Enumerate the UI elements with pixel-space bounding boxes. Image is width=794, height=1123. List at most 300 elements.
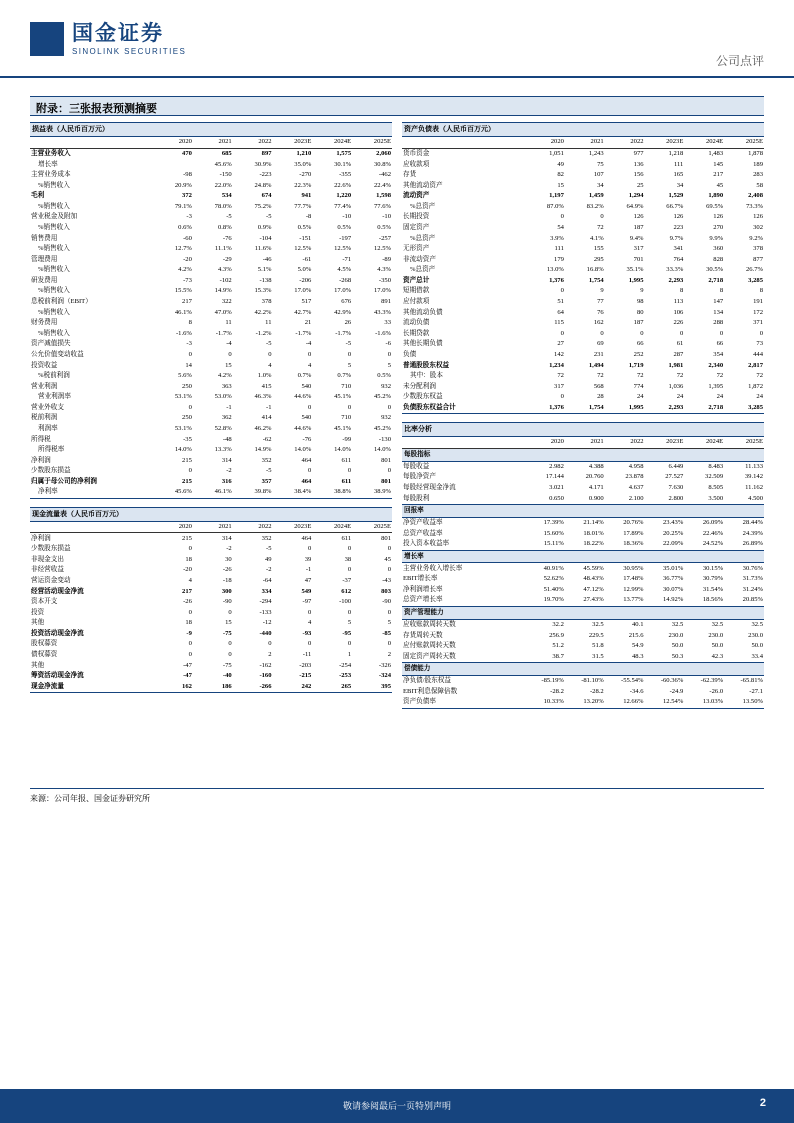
row-value: -60.36% xyxy=(660,677,684,685)
row-value: 0 xyxy=(347,403,352,411)
row-value: 191 xyxy=(753,298,763,306)
column-header-year: 2021 xyxy=(565,136,605,148)
row-value: 1,494 xyxy=(588,361,604,369)
row-value: 17.144 xyxy=(545,473,564,481)
row-value: 54.9 xyxy=(631,642,644,650)
row-value: 12.66% xyxy=(605,697,645,708)
row-value: -10 xyxy=(382,213,391,221)
row-value: -1.6% xyxy=(375,329,391,337)
row-value: 0 xyxy=(387,640,391,648)
row-value: 189 xyxy=(753,160,763,168)
page-title: 附录：三张报表预测摘要 xyxy=(36,103,157,115)
row-value: 932 xyxy=(381,382,391,390)
row-value: 256.9 xyxy=(549,631,564,639)
row-value: 0 xyxy=(347,608,352,616)
table-row xyxy=(402,528,764,539)
row-value: 33.4 xyxy=(751,652,763,660)
row-value: 7.630 xyxy=(668,484,684,492)
row-value: 1,529 xyxy=(668,192,684,200)
row-value: 53.1% xyxy=(174,393,192,401)
header-doc-type: 公司点评 xyxy=(715,54,764,68)
row-value: 2,718 xyxy=(684,402,724,413)
row-value: 223 xyxy=(673,224,684,231)
row-value: -43 xyxy=(382,576,391,584)
row-value: 58 xyxy=(756,181,763,189)
row-value: 1,719 xyxy=(628,361,644,369)
ratio-group-header xyxy=(402,448,764,461)
row-value: 252 xyxy=(633,350,644,358)
row-value: 0 xyxy=(387,467,391,475)
column-header-year: 2021 xyxy=(193,521,233,533)
row-label: 所得税 xyxy=(31,435,51,443)
row-value: 22.09% xyxy=(663,540,684,548)
row-value: 77.4% xyxy=(334,202,352,210)
logo-text-en: SINOLINK SECURITIES xyxy=(72,46,187,56)
row-value: -75 xyxy=(222,629,232,637)
row-value: 9.2% xyxy=(749,234,763,242)
row-label: %销售收入 xyxy=(38,245,70,253)
row-value: -62.39% xyxy=(700,677,724,685)
row-value: 87.0% xyxy=(546,202,564,210)
row-label: 经营活动现金净流 xyxy=(31,587,84,595)
row-value: -257 xyxy=(378,234,391,242)
row-value: 26.7% xyxy=(745,266,763,274)
table-row xyxy=(30,276,392,287)
table-row xyxy=(30,402,392,413)
row-value: 242 xyxy=(273,681,313,692)
row-value: 12.99% xyxy=(623,585,644,593)
row-value: 31.73% xyxy=(742,575,763,583)
row-value: 73.3% xyxy=(745,202,763,210)
row-value: 31.5 xyxy=(592,652,604,660)
table-row xyxy=(402,297,764,308)
row-value: 371 xyxy=(753,319,763,327)
row-label: 资产总计 xyxy=(403,276,430,284)
row-value: 75 xyxy=(597,160,604,168)
row-value: -28.2 xyxy=(589,687,604,695)
row-value: 73 xyxy=(756,340,763,348)
row-value: 1,995 xyxy=(605,402,645,413)
row-value: -29 xyxy=(222,255,232,263)
row-value: 2.100 xyxy=(628,494,644,502)
row-value: 51.8 xyxy=(592,642,604,650)
row-value: 0 xyxy=(387,350,391,358)
row-value: 250 xyxy=(182,414,192,422)
row-label: 股权募资 xyxy=(31,640,58,648)
row-value: 66 xyxy=(716,340,724,348)
row-value: -1 xyxy=(305,566,312,574)
row-value: -268 xyxy=(339,276,352,284)
page-number: 2 xyxy=(759,1097,766,1109)
row-value: 24.52% xyxy=(702,540,724,548)
row-label: 增长率 xyxy=(38,160,58,168)
row-value: 72 xyxy=(636,372,644,380)
row-value: -95 xyxy=(342,629,352,637)
row-value: -37 xyxy=(342,576,352,584)
row-value: 136 xyxy=(633,160,644,168)
table-row xyxy=(30,660,392,671)
row-value: 48.3 xyxy=(631,652,644,660)
row-value: 0 xyxy=(308,640,312,648)
row-value: 25 xyxy=(636,181,644,189)
row-value: 46.1% xyxy=(193,487,233,498)
row-value: 66 xyxy=(636,340,644,348)
row-value: 21.14% xyxy=(583,519,604,527)
table-row xyxy=(30,434,392,445)
row-value: 1,376 xyxy=(549,276,564,284)
row-value: 35.01% xyxy=(663,564,684,572)
row-value: 42.3 xyxy=(711,652,724,660)
row-value: 215 xyxy=(182,456,192,464)
row-label: %销售收入 xyxy=(38,329,70,337)
row-value: 13.3% xyxy=(214,446,232,454)
row-value: 217 xyxy=(182,587,192,595)
row-value: -20 xyxy=(183,255,192,263)
table-row xyxy=(402,350,764,361)
row-value: 145 xyxy=(713,160,724,168)
row-value: -5 xyxy=(266,213,272,221)
row-value: 317 xyxy=(554,382,564,390)
row-value: 540 xyxy=(301,382,312,390)
row-value: 764 xyxy=(673,255,684,263)
row-value: 4.2% xyxy=(178,266,192,274)
row-value: 27.43% xyxy=(583,596,604,604)
row-value: 12.5% xyxy=(294,245,312,253)
row-value: 15.5% xyxy=(174,287,192,295)
row-label: 流动资产 xyxy=(403,192,430,200)
row-label: 应付款项 xyxy=(403,298,430,306)
row-value: -254 xyxy=(339,661,352,669)
row-value: -2 xyxy=(226,467,232,475)
row-value: 0 xyxy=(560,213,564,221)
table-row xyxy=(30,650,392,661)
row-value: 2,293 xyxy=(645,402,685,413)
row-value: -1.7% xyxy=(215,329,232,337)
row-value: 0 xyxy=(228,350,232,358)
row-value: 20.25% xyxy=(663,529,684,537)
row-value: 42.9% xyxy=(334,308,352,316)
table-year-header-row xyxy=(30,521,392,533)
row-value: 27.527 xyxy=(665,473,684,481)
row-value: 24 xyxy=(636,393,644,401)
row-value: 710 xyxy=(341,414,352,422)
row-label: 净利润增长率 xyxy=(403,585,443,593)
row-value: 77.6% xyxy=(373,202,391,210)
row-value: 36.77% xyxy=(663,575,684,583)
row-value: 0 xyxy=(347,640,352,648)
table-row xyxy=(402,202,764,213)
row-value: 9 xyxy=(600,287,604,295)
column-header-year: 2020 xyxy=(153,136,193,148)
row-value: -2 xyxy=(266,566,272,574)
row-value: 9.9% xyxy=(709,234,724,242)
row-value: 0 xyxy=(228,608,232,616)
row-label: 营业利润率 xyxy=(38,393,71,401)
section-title-bar xyxy=(30,96,764,116)
row-value: 33.3% xyxy=(666,266,684,274)
row-value: 941 xyxy=(301,192,312,200)
row-value: 215 xyxy=(182,534,192,542)
row-value: 23.878 xyxy=(625,473,644,481)
row-value: 362 xyxy=(221,414,232,422)
table-row xyxy=(402,585,764,596)
row-label: 管理费用 xyxy=(31,255,58,263)
row-value: 302 xyxy=(753,224,763,231)
row-value: 17.39% xyxy=(543,519,564,527)
table-row xyxy=(402,392,764,403)
table-section-header xyxy=(30,123,392,137)
row-label: %销售收入 xyxy=(38,287,70,295)
row-value: -160 xyxy=(259,672,272,680)
row-value: 134 xyxy=(713,308,724,316)
row-value: 0 xyxy=(308,403,312,411)
row-value: 568 xyxy=(593,382,604,390)
row-value: 4 xyxy=(308,619,312,627)
row-value: 51.2 xyxy=(552,642,564,650)
row-value: -12 xyxy=(262,619,272,627)
row-value: 31.24% xyxy=(742,585,763,593)
table-row xyxy=(30,297,392,308)
row-value: 8 xyxy=(759,287,763,295)
row-value: -46 xyxy=(262,255,272,263)
table-row xyxy=(402,371,764,382)
row-value: 53.1% xyxy=(174,424,192,432)
row-value: -5 xyxy=(345,340,352,348)
table-row xyxy=(30,466,392,477)
row-value: -20 xyxy=(183,566,192,574)
row-value: 45 xyxy=(716,181,724,189)
row-value: 53.0% xyxy=(214,393,232,401)
row-label: 少数股东损益 xyxy=(31,545,71,553)
page-header xyxy=(0,0,794,78)
table-row xyxy=(402,148,764,159)
row-value: 48.43% xyxy=(583,575,604,583)
row-value: 250 xyxy=(182,382,192,390)
row-value: 0 xyxy=(387,403,391,411)
row-value: 2 xyxy=(268,651,272,658)
row-value: 0 xyxy=(347,566,352,574)
row-value: 4 xyxy=(188,576,192,584)
row-value: 45.59% xyxy=(583,564,604,572)
row-label: 净利率 xyxy=(30,487,153,498)
row-value: 295 xyxy=(593,255,604,263)
row-value: 5.0% xyxy=(297,266,312,274)
row-value: 4.500 xyxy=(748,494,763,502)
column-header-year: 2022 xyxy=(233,521,273,533)
row-value: 35.1% xyxy=(626,266,644,274)
row-value: 0 xyxy=(188,467,192,475)
row-label: 每股经营现金净流 xyxy=(403,484,456,492)
row-value: 162 xyxy=(593,319,604,327)
ratio-analysis-table xyxy=(402,422,764,708)
row-label: 现金净流量 xyxy=(30,681,153,692)
row-label: 投入资本收益率 xyxy=(403,540,450,548)
row-value: 45.2% xyxy=(373,393,391,401)
row-value: -18 xyxy=(222,576,232,584)
row-value: 52.62% xyxy=(543,575,564,583)
table-section-header-label: 现金流量表（人民币百万元） xyxy=(30,507,392,521)
row-value: 3,285 xyxy=(748,276,763,284)
row-value: 540 xyxy=(301,414,312,422)
row-value: 14.9% xyxy=(214,287,232,295)
row-value: 64 xyxy=(557,308,564,316)
row-value: 162 xyxy=(153,681,193,692)
row-label: 资本开支 xyxy=(31,598,58,606)
row-value: 1,598 xyxy=(376,192,391,200)
row-value: 612 xyxy=(341,587,352,595)
ratio-group-label: 资产管理能力 xyxy=(402,606,764,619)
row-value: 187 xyxy=(633,319,644,327)
row-value: 46.2% xyxy=(254,424,272,432)
row-label: 总资产收益率 xyxy=(403,529,443,537)
row-label: 净利润 xyxy=(31,456,51,464)
row-value: 76 xyxy=(597,308,604,316)
table-row xyxy=(30,639,392,650)
row-value: 0.650 xyxy=(549,494,564,502)
row-value: 803 xyxy=(381,587,391,595)
row-label: 净利润 xyxy=(31,534,51,542)
table-row xyxy=(402,630,764,641)
row-value: 0 xyxy=(308,608,312,616)
row-value: 710 xyxy=(341,382,352,390)
row-label: EBIT利息保障倍数 xyxy=(403,687,458,695)
row-value: 8 xyxy=(188,319,192,327)
table-row xyxy=(30,307,392,318)
row-value: 28 xyxy=(597,393,604,401)
row-value: 51.40% xyxy=(543,585,564,593)
row-value: 0 xyxy=(188,651,192,658)
table-row xyxy=(30,180,392,191)
table-row xyxy=(402,686,764,697)
row-value: 50.0 xyxy=(751,642,763,650)
row-value: 19.70% xyxy=(543,596,564,604)
row-value: 30.5% xyxy=(706,266,724,274)
row-value: -206 xyxy=(299,276,312,284)
row-value: 187 xyxy=(633,224,644,231)
table-row xyxy=(30,254,392,265)
row-label: %总资产 xyxy=(410,202,436,210)
row-label: 利润率 xyxy=(38,424,58,432)
row-label: 资产减值损失 xyxy=(31,340,71,348)
row-value: 0 xyxy=(268,640,272,648)
row-value: 30.9% xyxy=(254,160,272,168)
source-note: 来源：公司年报、国金证券研究所 xyxy=(30,794,150,803)
row-value: 0.8% xyxy=(217,224,232,231)
table-row xyxy=(402,493,764,504)
table-row xyxy=(402,223,764,234)
row-label: 主营业务成本 xyxy=(31,171,71,179)
row-value: 142 xyxy=(554,350,564,358)
table-row xyxy=(30,671,392,682)
row-value: 5.6% xyxy=(178,372,192,380)
row-value: 30.1% xyxy=(334,160,352,168)
row-value: 0 xyxy=(719,329,724,337)
row-value: 283 xyxy=(753,171,763,179)
row-value: 165 xyxy=(673,171,684,179)
row-value: 10.33% xyxy=(525,697,565,708)
row-label: 财务费用 xyxy=(31,319,58,327)
row-value: 12.5% xyxy=(373,245,391,253)
column-header-year: 2024E xyxy=(684,436,724,448)
row-value: 126 xyxy=(753,213,763,221)
row-value: 64.9% xyxy=(626,202,644,210)
column-header-year: 2024E xyxy=(684,136,724,148)
row-value: 38.8% xyxy=(312,487,352,498)
table-year-header-row xyxy=(30,136,392,148)
row-value: 147 xyxy=(713,298,724,306)
row-value: 0 xyxy=(268,350,272,358)
row-label: 息税前利润（EBIT） xyxy=(31,298,92,306)
row-value: 685 xyxy=(221,149,232,157)
row-value: 45.2% xyxy=(373,424,391,432)
table-row xyxy=(402,360,764,371)
row-value: 4.171 xyxy=(588,484,604,492)
row-value: 0 xyxy=(640,329,644,337)
row-label: 固定资产 xyxy=(403,224,430,231)
row-value: 363 xyxy=(221,382,232,390)
row-value: 0 xyxy=(347,545,352,553)
row-value: 0 xyxy=(680,329,684,337)
row-label: 销售费用 xyxy=(31,234,58,242)
row-value: 115 xyxy=(554,319,564,327)
row-value: 1,036 xyxy=(668,382,684,390)
row-value: 6.449 xyxy=(668,462,684,470)
row-value: -1 xyxy=(266,403,272,411)
row-value: 34 xyxy=(597,181,604,189)
row-value: 2,817 xyxy=(748,361,763,369)
row-label: %销售收入 xyxy=(38,202,70,210)
row-value: 352 xyxy=(261,456,272,464)
row-label: 毛利 xyxy=(31,192,45,200)
row-value: 32.509 xyxy=(705,473,724,481)
row-value: 676 xyxy=(341,298,352,306)
row-value: 2,408 xyxy=(748,192,763,200)
row-value: 83.2% xyxy=(586,202,604,210)
row-label: %销售收入 xyxy=(38,308,70,316)
row-label: 无形资产 xyxy=(403,245,430,253)
row-value: 17.89% xyxy=(623,529,644,537)
column-header-year: 2022 xyxy=(605,436,645,448)
balance-sheet-table xyxy=(402,122,764,414)
row-value: 1,197 xyxy=(549,192,564,200)
row-value: -253 xyxy=(339,672,352,680)
table-row xyxy=(402,675,764,686)
column-header-blank xyxy=(402,136,525,148)
row-value: 72 xyxy=(676,372,684,380)
row-value: 17.0% xyxy=(294,287,312,295)
row-value: 0 xyxy=(188,403,192,411)
row-value: 0 xyxy=(308,350,312,358)
row-value: -26 xyxy=(183,598,192,606)
income-statement-table xyxy=(30,122,392,499)
row-value: 30 xyxy=(225,555,232,563)
row-value: 32.5 xyxy=(751,620,763,628)
table-row xyxy=(30,487,392,498)
row-value: 46.3% xyxy=(254,393,272,401)
row-value: 11.162 xyxy=(745,484,763,492)
row-label: 营业外收支 xyxy=(31,403,64,411)
row-value: 0 xyxy=(188,545,192,553)
row-value: 4 xyxy=(268,361,272,369)
row-value: 30.07% xyxy=(663,585,684,593)
row-value: 316 xyxy=(221,477,232,485)
row-label: %总资产 xyxy=(410,234,436,242)
row-value: 1,754 xyxy=(565,402,605,413)
row-value: 39 xyxy=(304,555,312,563)
table-row xyxy=(30,265,392,276)
row-value: 49 xyxy=(264,555,272,563)
row-value: 0 xyxy=(600,213,604,221)
